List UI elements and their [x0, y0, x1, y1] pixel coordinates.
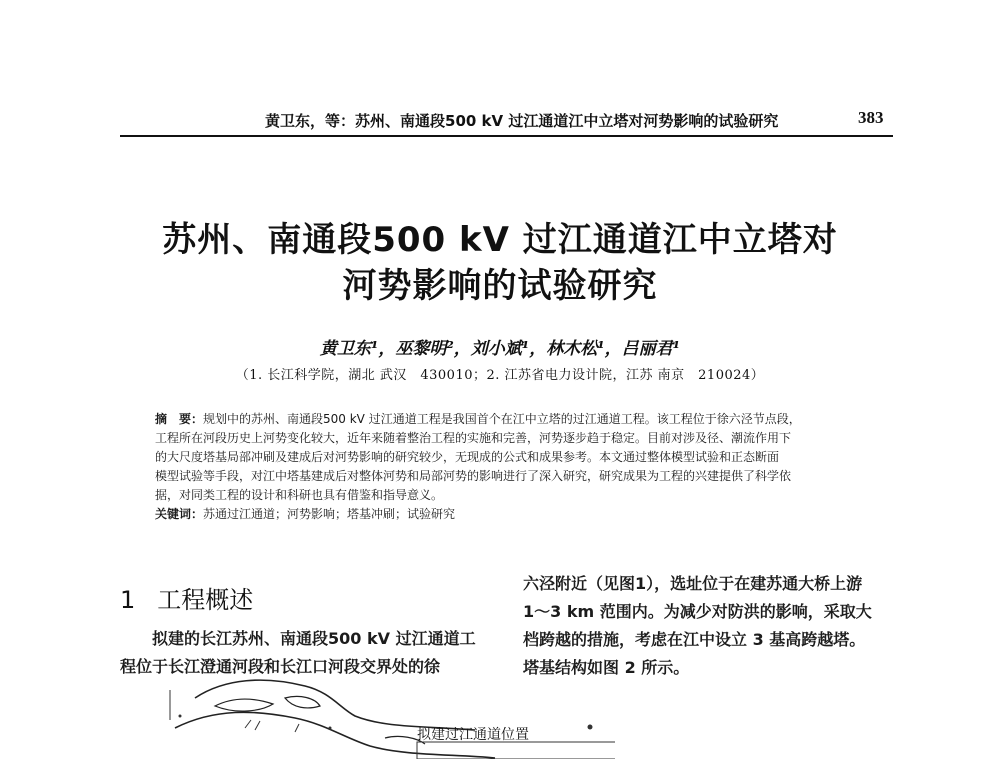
keywords-label: 关键词： [155, 507, 204, 521]
map-marker-icon [588, 725, 593, 730]
page-number: 383 [858, 108, 884, 127]
paper-title-line-1: 苏州、南通段500 kV 过江通道江中立塔对 [162, 220, 838, 260]
body-right-line-4: 塔基结构如图 2 所示。 [523, 658, 690, 677]
abstract-line-3: 的大尺度塔基局部冲刷及建成后对河势影响的研究较少，无现成的公式和成果参考。本文通过整体模型试验和正态断面 [155, 450, 780, 464]
abstract-line-5: 据，对同类工程的设计和科研也具有借鉴和指导意义。 [155, 488, 444, 502]
abstract-line-1: 摘 要：规划中的苏州、南通段500 kV 过江通道工程是我国首个在江中立塔的过江通道工程。该工程位于徐六泾节点段， [155, 412, 801, 426]
paper-title-line-2: 河势影响的试验研究 [342, 266, 658, 306]
body-left-line-1: 拟建的长江苏州、南通段500 kV 过江通道工 [152, 629, 476, 648]
abstract-label: 摘 要： [155, 412, 204, 426]
running-title: 黄卫东，等：苏州、南通段500 kV 过江通道江中立塔对河势影响的试验研究 [265, 112, 779, 130]
body-right-line-2: 1～3 km 范围内。为减少对防洪的影响，采取大 [523, 602, 872, 621]
island-1 [215, 699, 273, 711]
affiliations: （1. 长江科学院，湖北 武汉 430010；2. 江苏省电力设计院，江苏 南京 210024） [235, 368, 765, 383]
section-title: 工程概述 [157, 586, 254, 614]
abstract-line-2: 工程所在河段历史上河势变化较大，近年来随着整治工程的实施和完善，河势逐步趋于稳定。目前对涉及径、潮流作用下 [155, 431, 792, 445]
island-2 [285, 696, 320, 708]
figure-map [155, 668, 615, 759]
keywords-line [155, 505, 855, 524]
body-right-line-1: 六泾附近（见图1），选址位于在建苏通大桥上游 [523, 574, 863, 593]
section-number: 1 [120, 586, 136, 614]
river-bank-north [195, 680, 475, 730]
abstract [155, 410, 855, 524]
river-map-sketch [155, 668, 615, 759]
map-inset-frame [417, 742, 615, 759]
map-point-1 [179, 715, 182, 718]
keywords: 苏通过江通道；河势影响；塔基冲刷；试验研究 [203, 507, 456, 521]
figure-label: 拟建过江通道位置 [417, 727, 529, 743]
body-right-line-3: 档跨越的措施，考虑在江中设立 3 基高跨越塔。 [523, 630, 866, 649]
header-rule [120, 135, 893, 137]
author-list: 黄卫东¹，巫黎明²，刘小斌¹，林木松¹，吕丽君¹ [319, 339, 681, 359]
body-left-line-2: 程位于长江澄通河段和长江口河段交界处的徐 [120, 657, 441, 676]
map-hatching [245, 720, 299, 732]
section-heading [120, 580, 253, 615]
abstract-line-4: 模型试验等手段，对江中塔基建成后对整体河势和局部河势的影响进行了深入研究，研究成果为工程的兴建提供了科学依 [155, 469, 792, 483]
running-header [0, 104, 1000, 134]
map-point-2 [329, 727, 332, 730]
